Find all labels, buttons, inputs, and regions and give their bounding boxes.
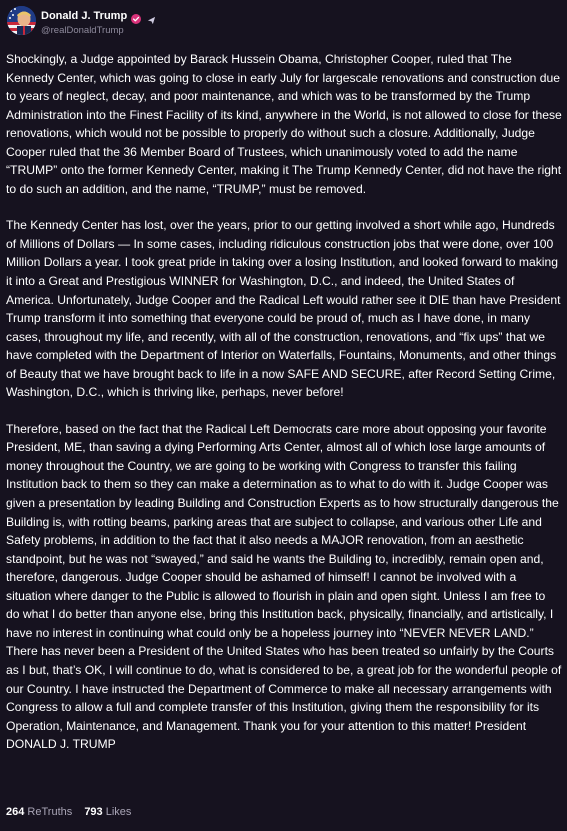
- likes-count[interactable]: 793: [84, 806, 103, 818]
- post-stats: [6, 806, 140, 818]
- post-paragraph-3: Therefore, based on the fact that the Radical Left Democrats care more about opposing your favorite President, ME, than saving a dying Performing Arts Center, almost all of which lose large amounts of money throughout the Country, we are going to be working with Congress to transfer this failing Institution back to them so they can make a determination as to what to do with it. Judge Cooper was given a presentation by leading Building and Construction Experts as to how structurally dangerous the Building is, with rotting beams, parking areas that are subject to collapse, and various other Life and Safety problems, in addition to the fact that it also needs a MAJOR renovation, from an aesthetic standpoint, but he was not “swayed,” and said he wants the Building to, incredibly, remain open and, therefore, dangerous. Judge Cooper should be ashamed of himself! I cannot be involved with a situation where danger to the Public is allowed to flourish in plain and open sight. Unless I am free to do what I do better than anyone else, bring this Institution back, physically, financially, and artistically, I have no interest in continuing what could only be a hopeless journey into “NEVER NEVER LAND.” There has never been a President of the United States who has been treated so unfairly by the Courts as I but, that’s OK, I will continue to do, what is considered to be, a great job for the wonderful people of our Country. I have instructed the Department of Commerce to make all necessary arrangements with Congress to allow a full and complete transfer of this Institution, giving them the responsibility for its Operation, Maintenance, and Management. Thank you for your attention to this matter! President DONALD J. TRUMP: [6, 421, 562, 752]
- author-name-line: [41, 9, 156, 23]
- author-handle[interactable]: @realDonaldTrump: [41, 25, 124, 36]
- likes-label[interactable]: Likes: [105, 806, 132, 818]
- display-name[interactable]: Donald J. Trump: [41, 10, 128, 22]
- post-paragraph-1: Shockingly, a Judge appointed by Barack Hussein Obama, Christopher Cooper, ruled that The Kennedy Center, which was going to close in early July for largescale renovations and construction due to years of neglect, decay, and poor maintenance, and which was to be transformed by the Trump Administration into the Finest Facility of its kind, anywhere in the World, is not allowed to close for these renovations, which would not be possible to properly do without such a closure. Additionally, Judge Cooper ruled that the 36 Member Board of Trustees, which unanimously voted to add the name “TRUMP” onto the former Kennedy Center, making it The Trump Kennedy Center, did not have the right to do such an addition, and the name, “TRUMP,” must be removed.: [6, 52, 562, 196]
- retruths-label[interactable]: ReTruths: [27, 806, 73, 818]
- post-paragraph-2: The Kennedy Center has lost, over the years, prior to our getting involved a short while ago, Hundreds of Millions of Dollars — In some cases, including ridiculous construction jobs that were done, over 100 Million Dollars a year. I took great pride in taking over a losing Institution, and looked forward to making it into a Great and Prestigious WINNER for Washington, D.C., and indeed, the United States of America. Unfortunately, Judge Cooper and the Radical Left would rather see it DIE than have President Trump transform it into something that everyone could be proud of, much as I have done, in many cases, throughout my life, and recently, with all of the construction, renovations, and “fix ups” that we have completed with the Department of Interior on Waterfalls, Fountains, Monuments, and other things of Beauty that we have brought back to life in a now SAFE AND SECURE, after Record Setting Crime, Washington, D.C., which is thriving like, perhaps, never before!: [6, 218, 561, 400]
- send-plane-icon: [147, 12, 156, 21]
- avatar[interactable]: [7, 6, 36, 35]
- post-body: [6, 50, 562, 772]
- flag-portrait-avatar-icon: [7, 6, 36, 35]
- retruths-count[interactable]: 264: [6, 806, 25, 818]
- post-header: [7, 6, 557, 40]
- verified-badge-icon: [131, 11, 141, 21]
